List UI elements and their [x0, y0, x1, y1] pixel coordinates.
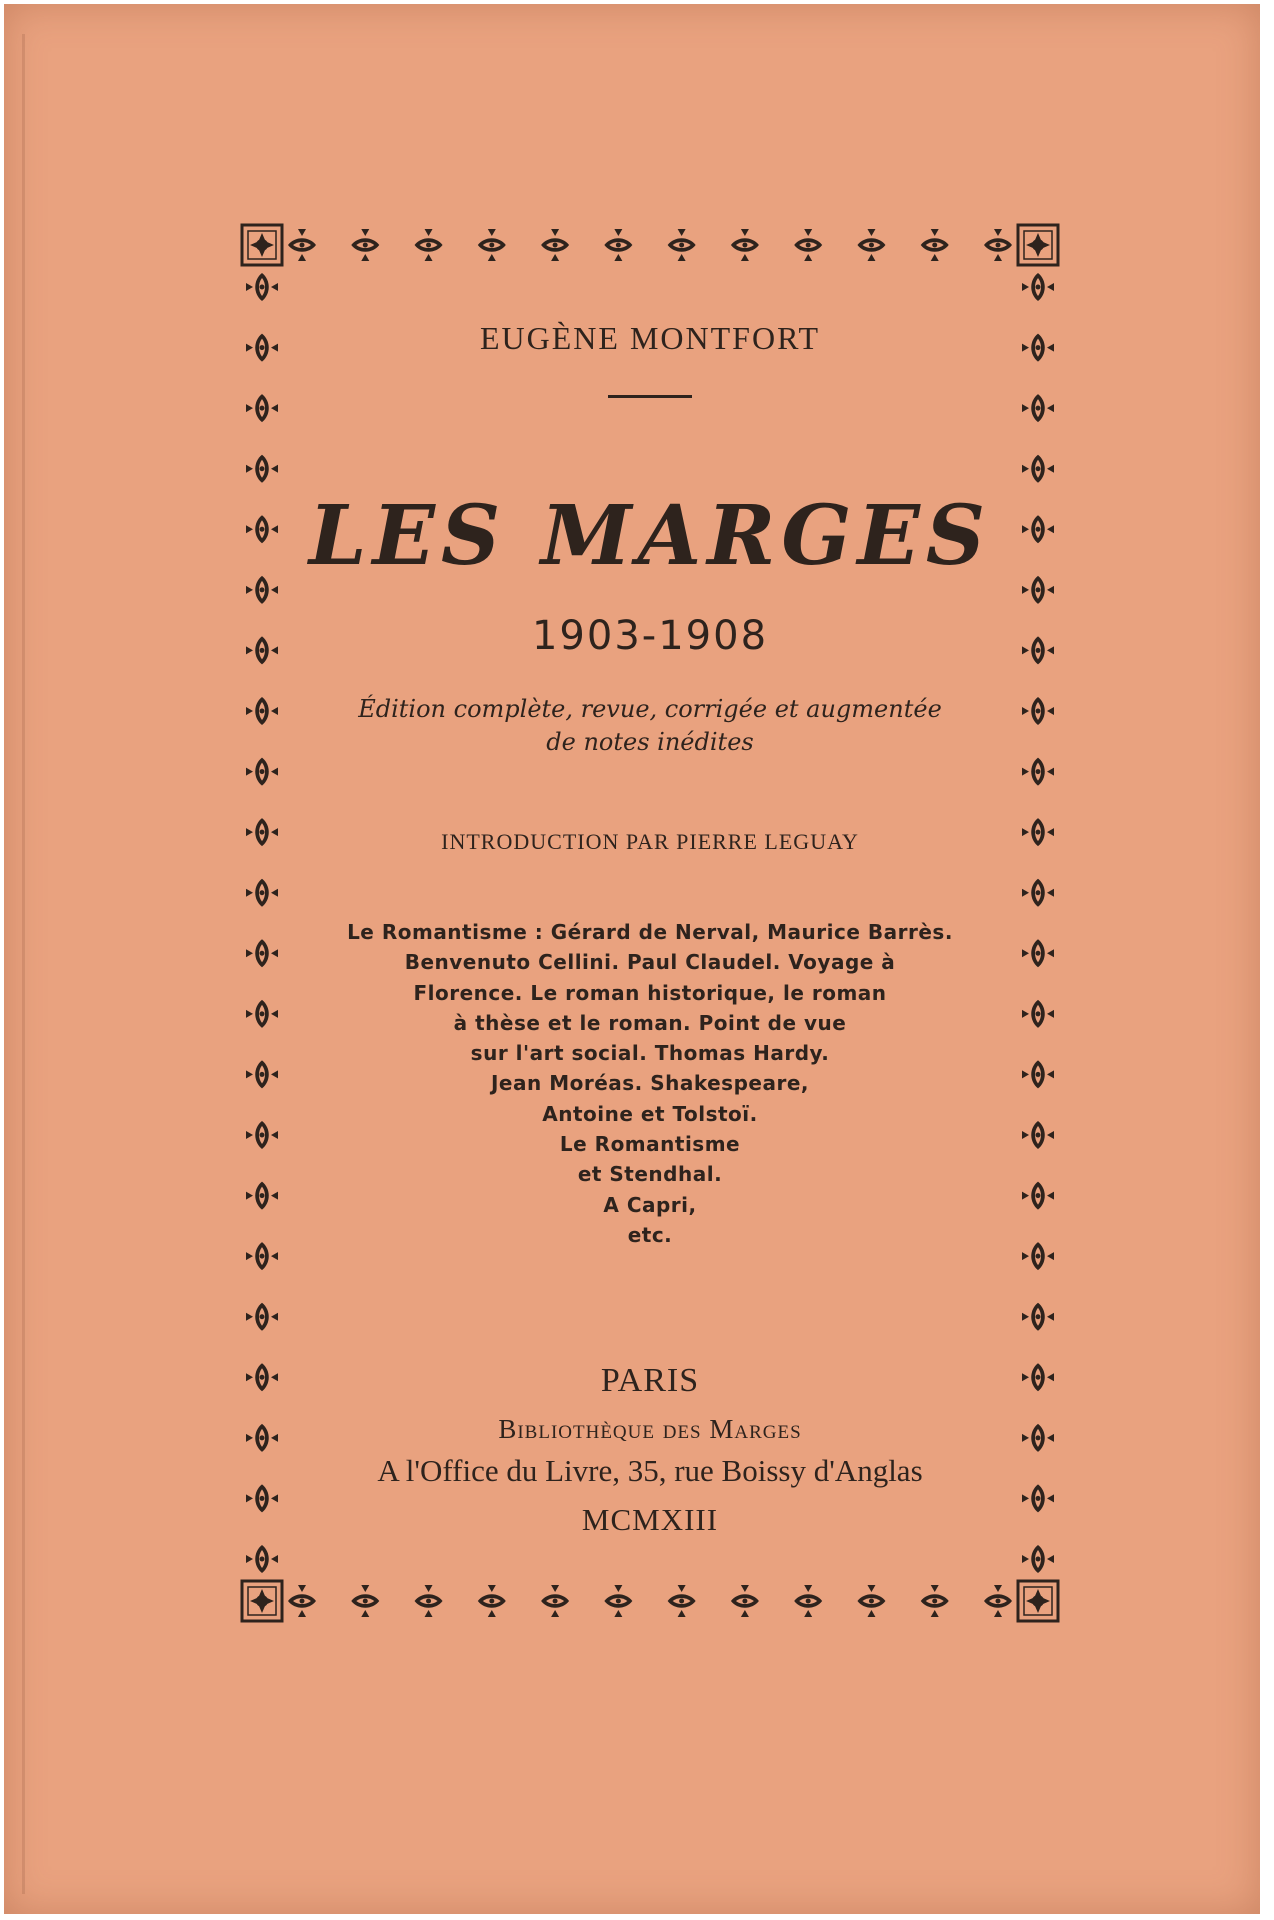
publication-city: PARIS [600, 1362, 700, 1399]
book-cover [4, 4, 1260, 1914]
contents-line: Jean Moréas. Shakespeare, [490, 1071, 809, 1096]
edition-note-line: de notes inédites [546, 728, 754, 756]
contents-line: Florence. Le roman historique, le roman [413, 980, 887, 1005]
publication-year: MCMXIII [581, 1502, 719, 1537]
cover-fold-shadow [22, 34, 25, 1894]
contents-line: à thèse et le roman. Point de vue [453, 1010, 847, 1035]
cover-text-block [240, 223, 1060, 1623]
contents-list [240, 917, 1060, 1250]
publisher-address: A l'Office du Livre, 35, rue Boissy d'Anglas [377, 1453, 923, 1488]
contents-line: et Stendhal. [577, 1162, 723, 1187]
contents-line: A Capri, [603, 1192, 697, 1217]
contents-line: Antoine et Tolstoï. [542, 1101, 758, 1126]
author-name: EUGÈNE MONTFORT [479, 320, 821, 356]
separator-rule [608, 395, 692, 398]
book-title: LES MARGES [308, 488, 992, 584]
contents-line: Le Romantisme : Gérard de Nerval, Maurice Barrès. [347, 920, 953, 944]
introduction-credit: INTRODUCTION PAR PIERRE LEGUAY [441, 829, 859, 854]
contents-line: Le Romantisme [559, 1132, 741, 1157]
edition-note [240, 693, 1060, 759]
edition-note-line: Édition complète, revue, corrigée et augmentée [358, 695, 942, 723]
contents-line: sur l'art social. Thomas Hardy. [470, 1041, 830, 1066]
publisher-name: Bibliothèque des Marges [498, 1414, 802, 1444]
book-years: 1903-1908 [531, 613, 769, 659]
contents-line: etc. [627, 1222, 673, 1247]
contents-line: Benvenuto Cellini. Paul Claudel. Voyage à [404, 950, 896, 975]
